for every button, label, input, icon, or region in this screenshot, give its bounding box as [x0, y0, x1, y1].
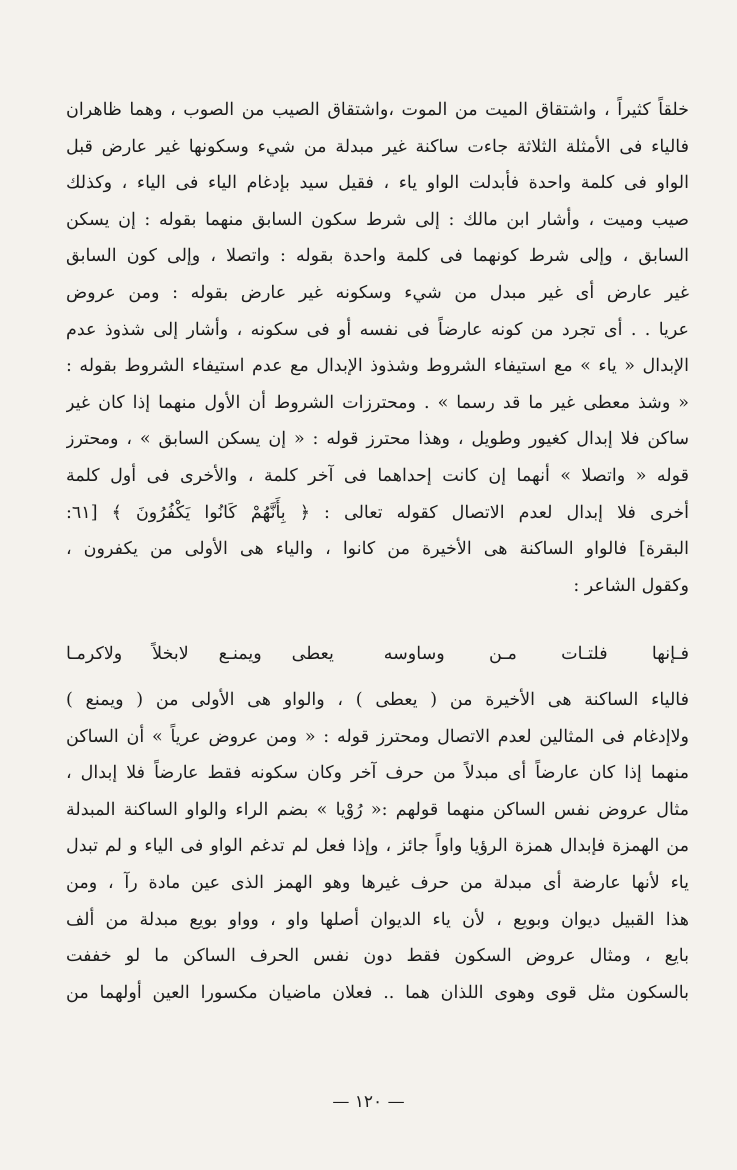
text-line: منهما إذا كان عارضاً أى مبدلاً من حرف آخر وكان سكونه فقط عارضاً فلا إبدال ، [66, 763, 689, 784]
text-line: فالياء الساكنة هى الأخيرة من ( يعطى ) ، والواو هى الأولى من ( ويمنع ) [66, 690, 689, 710]
text-line: وكقول الشاعر : [573, 575, 689, 596]
text-line: صيب وميت ، وأشار ابن مالك : إلى شرط سكون السابق منهما بقوله : إن يسكن [66, 209, 689, 230]
text-line: مثال عروض نفس الساكن منهما قولهم :« رُوْيا » بضم الراء والواو الساكنة المبدلة [66, 799, 689, 820]
page-number: — ١٢٠ — [332, 1092, 405, 1112]
poetry-verse [66, 636, 689, 672]
verse-first-hemistich: فـإنها فلتـات مـن وساوسه [383, 644, 689, 664]
text-line: فالياء فى الأمثلة الثلاثة جاءت ساكنة غير مبدلة من شيء وسكونها غير عارض قبل [66, 136, 689, 157]
text-line: الواو فى كلمة واحدة فأبدلت الواو ياء ، فقيل سيد بإدغام الياء فى الياء ، وكذلك [66, 173, 689, 194]
text-line: قوله « واتصلا » أنهما إن كانت إحداهما فى آخر كلمة ، والأخرى فى أول كلمة [66, 465, 689, 486]
text-line: ساكن فلا إبدال كغيور وطويل ، وهذا محترز قوله : « إن يسكن السابق » ، ومحترز [66, 429, 689, 450]
text-line: بايع ، ومثال عروض السكون فقط دون نفس الحرف الساكن ما لو خففت [66, 946, 689, 967]
paragraph-continued [66, 682, 689, 1011]
text-line: الإبدال « ياء » مع استيفاء الشروط وشذوذ الإبدال مع عدم استيفاء الشروط بقوله : [66, 356, 689, 377]
text-line-quran-citation: أخرى فلا إبدال لعدم الاتصال كقوله تعالى : ﴿ بِأَنَّهُمْ كَانُوا يَكْفُرُونَ ﴾ [٦١: [66, 502, 689, 523]
text-line: البقرة] فالواو الساكنة هى الأخيرة من كانوا ، والياء هى الأولى من يكفرون ، [66, 539, 689, 560]
text-line: خلقاً كثيراً ، واشتقاق الميت من الموت ،واشتقاق الصيب من الصوب ، وهما ظاهران [66, 100, 689, 120]
text-line: من الهمزة فإبدال همزة الرؤيا واواً جائز ، وإذا فعل لم تدغم الواو فى الياء و لم تبدل [66, 836, 689, 857]
text-line: « وشذ معطى غير ما قد رسما » . ومحترزات الشروط أن الأول منهما إذا كان غير [66, 392, 689, 413]
text-line: ولاإدغام فى المثالين لعدم الاتصال ومحترز قوله : « ومن عروض عرياً » أن الساكن [66, 726, 689, 747]
paragraph-main [66, 92, 689, 604]
text-line: هذا القبيل ديوان وبويع ، لأن ياء الديوان أصلها واو ، وواو بويع مبدلة من ألف [66, 909, 689, 930]
verse-second-hemistich: يعطى ويمنـع لابخلاً ولاكرمـا [66, 644, 334, 664]
text-line: عريا . . أى تجرد من كونه عارضاً فى نفسه أو فى سكونه ، وأشار إلى شذوذ عدم [66, 319, 689, 340]
text-line: السابق ، وإلى شرط كونهما فى كلمة واحدة بقوله : واتصلا ، وإلى كون السابق [66, 246, 689, 267]
text-line: غير عارض أى غير مبدل من شيء وسكونه غير عارض بقوله : ومن عروض [66, 282, 689, 303]
text-line: بالسكون مثل قوى وهوى اللذان هما .. فعلان ماضيان مكسورا العين أولهما من [66, 982, 689, 1003]
text-line: ياء لأنها عارضة أى مبدلة من حرف غيرها وهو الهمز الذى عين مادة رآ ، ومن [66, 872, 689, 893]
